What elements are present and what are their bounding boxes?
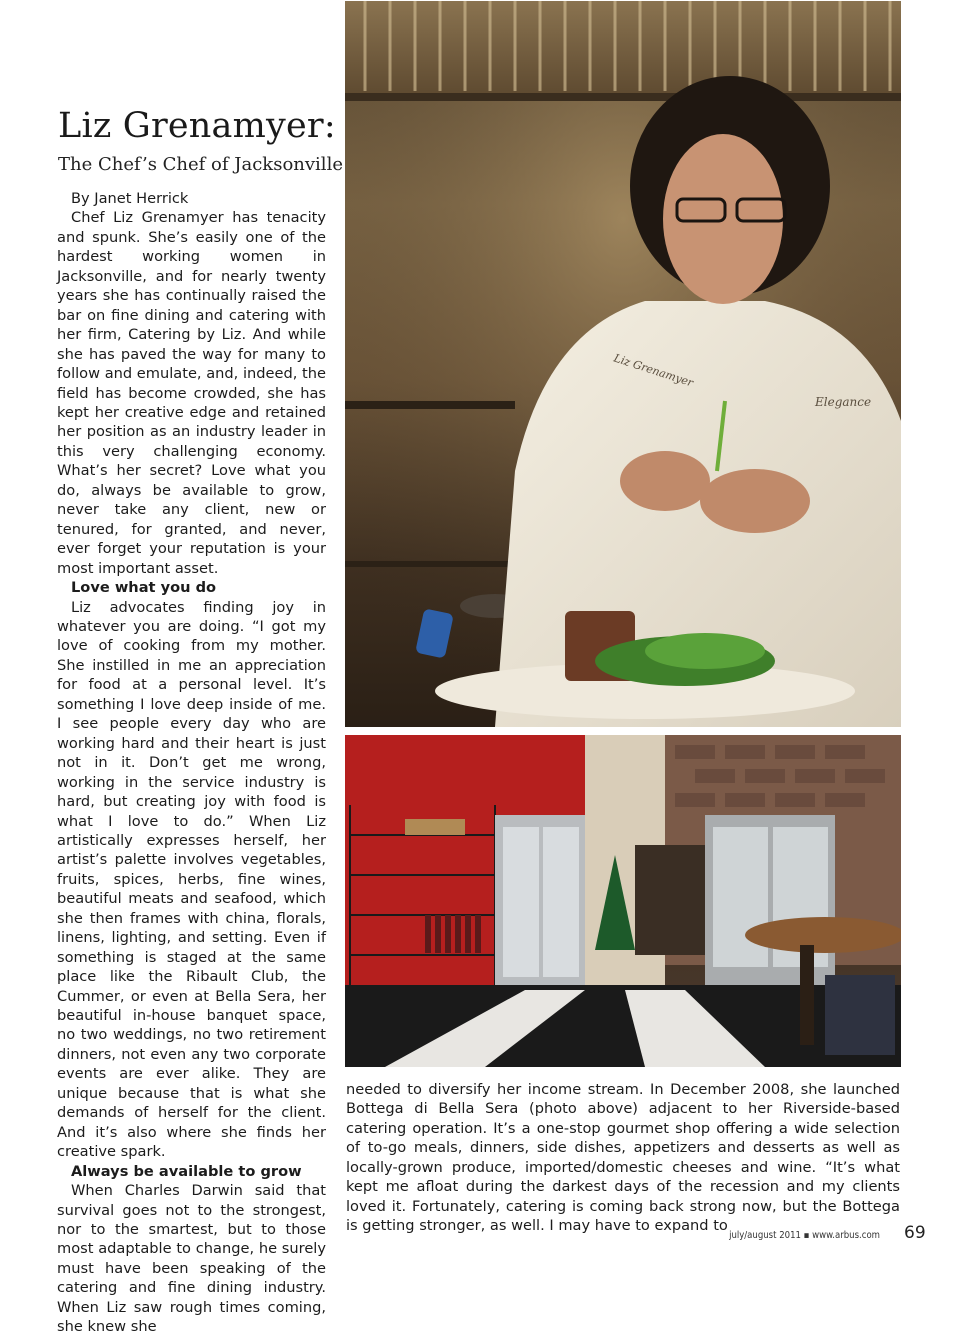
chef-photo — [345, 1, 901, 727]
section-heading-love: Love what you do — [71, 579, 217, 597]
section-heading-grow: Always be available to grow — [71, 1162, 302, 1180]
shop-photo — [345, 735, 901, 1067]
article-column-left — [57, 189, 326, 1337]
intro-paragraph: Chef Liz Grenamyer has tenacity and spunk. She’s easily one of the hardest working women in Jacksonville, and for nearly twenty years she has continually raised the bar on fine dining and catering with her firm, Catering by Liz. And while she has paved the way for many to follow and emulate, and, indeed, the field has become crowded, she has kept her creative edge and retained her position as an industry leader in this very challenging economy. What’s her secret? Love what you do, always be available to grow, never take any client, new or tenured, for granted, and never, ever forget your reputation is your most important asset. — [57, 209, 326, 577]
section-paragraph-grow: When Charles Darwin said that survival goes not to the strongest, nor to the smartest, but to those most adaptable to change, he surely must have been speaking of the catering and fine dining industry. When Liz saw rough times coming, she knew she — [57, 1182, 326, 1336]
page-number: 69 — [904, 1223, 926, 1243]
article-column-continuation — [346, 1080, 900, 1236]
jacket-logo-text: Elegance — [815, 395, 872, 409]
article-subtitle: The Chef’s Chef of Jacksonville — [58, 154, 343, 175]
footer-issue-info: july/august 2011 ▪ www.arbus.com — [729, 1230, 880, 1241]
section-paragraph-love: Liz advocates finding joy in whatever you are doing. “I got my love of cooking from my mother. She instilled in me an appreciation for food at a personal level. It’s something I love deep inside of me. I see people every day who are working hard and their heart is just not in it. Don’t get me wrong, working in the service industry is hard, but creating joy with food is what I love to do.” When Liz artistically expresses herself, her artist’s palette involves vegetables, fruits, spices, herbs, fine wines, beautiful meats and seafood, which she then frames with china, florals, linens, lighting, and setting. Even if something is staged at the same place like the Ribault Club, the Cummer, or even at Bella Sera, her beautiful in-house banquet space, no two weddings, no two retirement dinners, not even any two corporate events are ever alike. They are unique because that is what she demands of herself for the client. And it’s also where she finds her creative spark. — [57, 598, 326, 1161]
jacket-name-embroidery: Liz Grenamyer — [612, 351, 695, 390]
shop-photo-illustration — [345, 735, 901, 1067]
article-title: Liz Grenamyer: — [58, 106, 336, 146]
chef-photo-illustration — [345, 1, 901, 727]
continuation-paragraph: needed to diversify her income stream. In December 2008, she launched Bottega di Bella Sera (photo above) adjacent to her Riverside-based catering operation. It’s a one-stop gourmet shop offering a wide selection of to-go meals, dinners, side dishes, appetizers and desserts as well as locally-grown produce, imported/domestic cheeses and wine. “It’s what kept me afloat during the darkest days of the recession and my clients loved it. Fortunately, catering is coming back strong now, but the Bottega is getting stronger, as well. I may have to expand to — [346, 1081, 900, 1235]
byline: By Janet Herrick — [71, 190, 189, 207]
